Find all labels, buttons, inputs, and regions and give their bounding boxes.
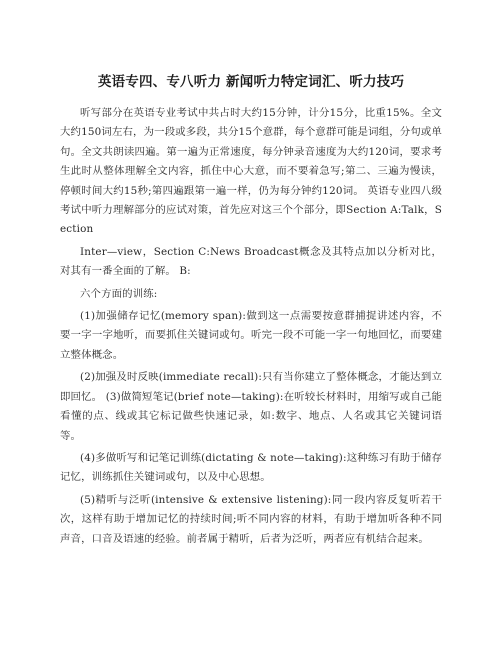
paragraph-item-5: (5)精听与泛听(intensive & extensive listening):同一段内容反复听若干次，这样有助于增加记忆的持续时间;听不同内容的材料，有助于增加听各种不同声音，口音及语速的经验。前者属于精听，后者为泛听，两者应有机结合起来。 [60,493,442,545]
paragraph-item-4: (4)多做听写和记笔记训练(dictating & note—taking):这种练习有助于储存记忆，训练抓住关键词或句，以及中心思想。 [60,451,442,484]
paragraph-sections: Inter—view，Section C:News Broadcast概念及其特点加以分析对比，对其有一番全面的了解。 B: [60,245,442,278]
document-title: 英语专四、专八听力 新闻听力特定词汇、听力技巧 [97,74,405,90]
paragraph-item-1: (1)加强储存记忆(memory span):做到这一点需要按意群捕捉讲述内容，不要一字一字地听，而要抓住关键词或句。听完一段不可能一字一句地回忆，而要建立整体概念。 [60,310,442,361]
paragraph-six-aspects: 六个方面的训练: [80,287,158,300]
paragraph-item-2-3: (2)加强及时反映(immediate recall):只有当你建立了整体概念，才能达到立即回忆。 (3)做简短笔记(brief note—taking):在听较长材料时，用缩写或自己能看懂的点、线或其它标记做些快速记录，如:数字、地点、人名或其它关键词语等。 [60,371,442,442]
paragraph-intro: 听写部分在英语专业考试中共占时大约15分钟，计分15分，比重15%。全文大约150词左右，为一段或多段，共分15个意群，每个意群可能是词组，分句或单句。全文共朗读四遍。第一遍为正常速度，每分钟录音速度为大约120词，要求考生此时从整体理解全文内容，抓住中心大意，而不要着急写;第二、三遍为慢读，停顿时间大约15秒;第四遍跟第一遍一样，仍为每分钟约120词。 英语专业四八级考试中听力理解部分的应试对策，首先应对这三个个部分，即Section A:Talk，Section [60,107,442,236]
